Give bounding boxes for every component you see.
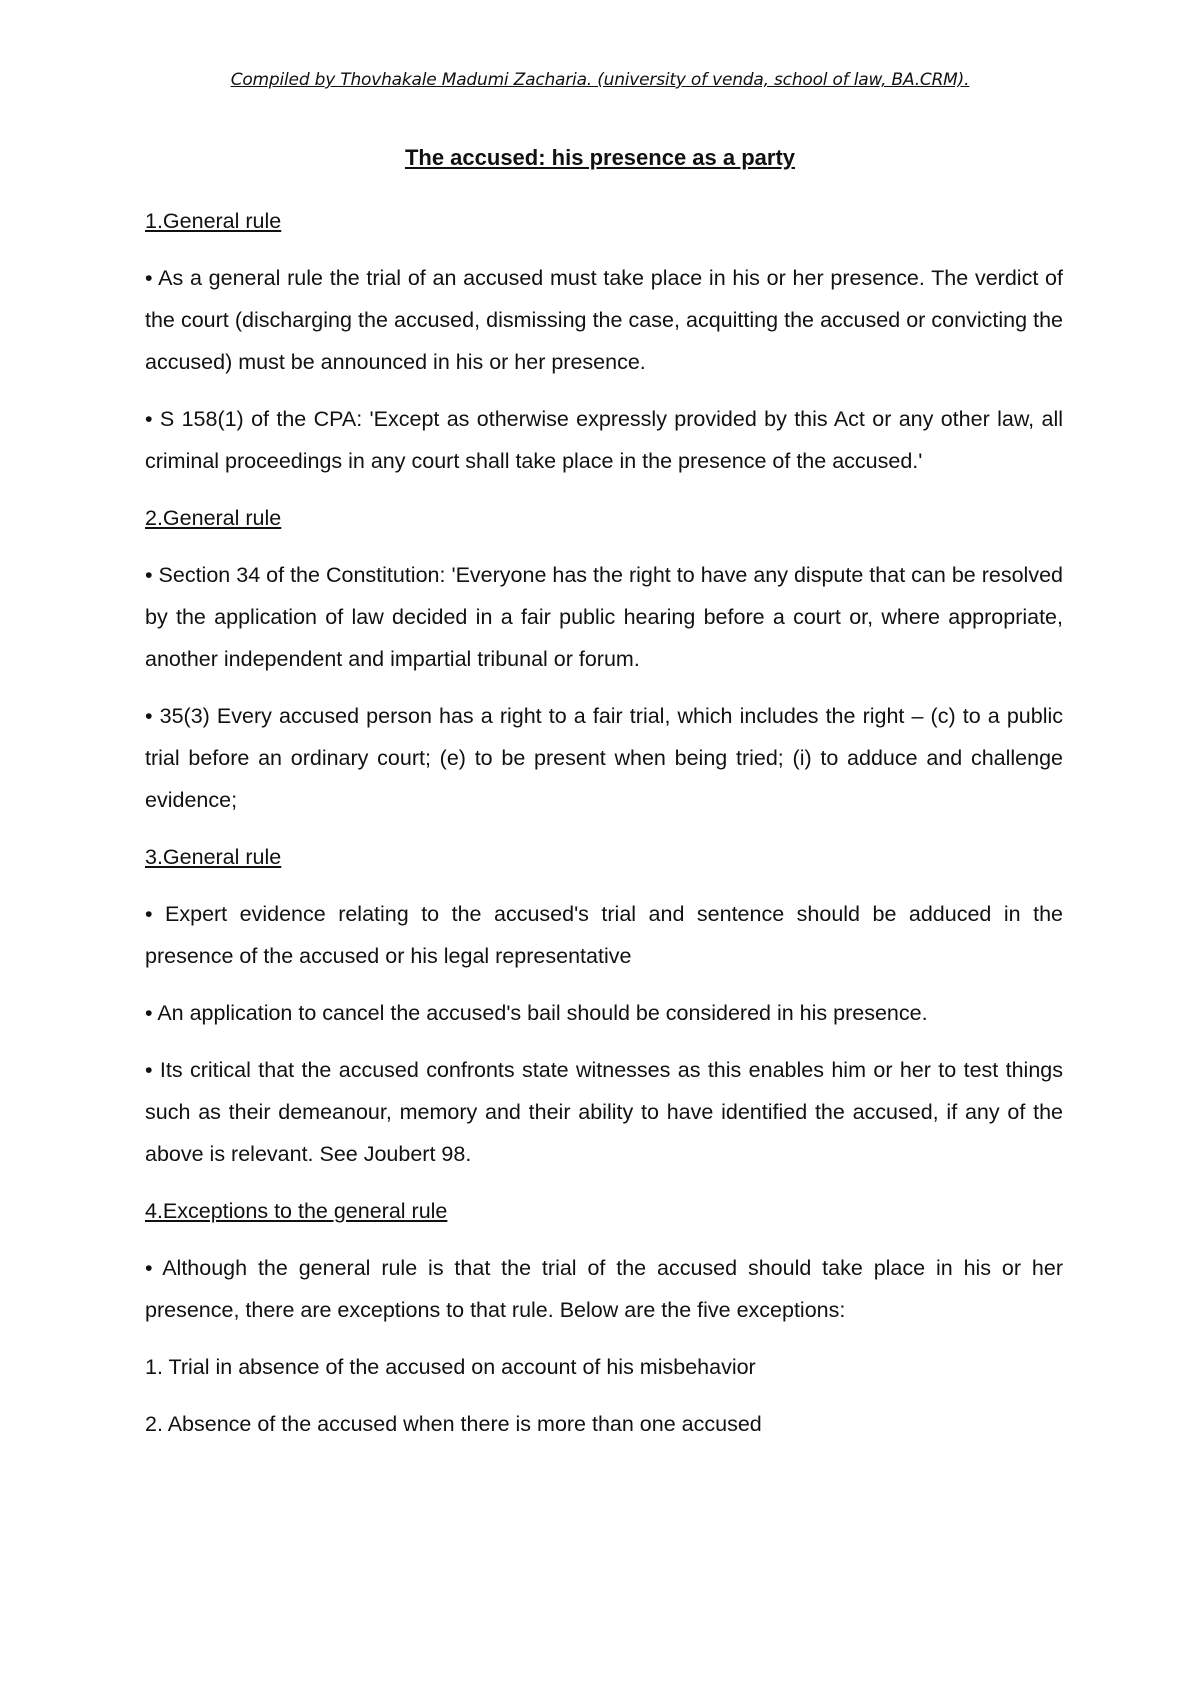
numbered-item: 1. Trial in absence of the accused on account of his misbehavior xyxy=(145,1355,756,1379)
numbered-item: 2. Absence of the accused when there is more than one accused xyxy=(145,1412,762,1436)
bullet-paragraph: • An application to cancel the accused's bail should be considered in his presence. xyxy=(145,1001,928,1025)
section-heading: 3.General rule xyxy=(145,845,282,869)
bullet-paragraph: • 35(3) Every accused person has a right to a fair trial, which includes the right – (c) to a public trial before an ordinary court; (e) to be present when being tried; (i) to adduce and challenge evidence; xyxy=(145,704,1063,812)
section-heading: 4.Exceptions to the general rule xyxy=(145,1199,448,1223)
bullet-paragraph: • Expert evidence relating to the accused's trial and sentence should be adduced in the presence of the accused or his legal representative xyxy=(145,902,1063,968)
section-general-rule-1 xyxy=(145,200,1063,482)
document-body xyxy=(145,200,1063,1460)
bullet-paragraph: • Although the general rule is that the trial of the accused should take place in his or her presence, there are exceptions to that rule. Below are the five exceptions: xyxy=(145,1256,1063,1322)
compiler-header: Compiled by Thovhakale Madumi Zacharia. (university of venda, school of law, BA.CRM). xyxy=(230,70,970,90)
bullet-paragraph: • S 158(1) of the CPA: 'Except as otherwise expressly provided by this Act or any other law, all criminal proceedings in any court shall take place in the presence of the accused.' xyxy=(145,407,1063,473)
section-exceptions xyxy=(145,1190,1063,1445)
bullet-paragraph: • As a general rule the trial of an accused must take place in his or her presence. The verdict of the court (discharging the accused, dismissing the case, acquitting the accused or convicting the accused) must be announced in his or her presence. xyxy=(145,266,1063,374)
section-general-rule-3 xyxy=(145,836,1063,1175)
section-heading: 2.General rule xyxy=(145,506,282,530)
section-general-rule-2 xyxy=(145,497,1063,821)
bullet-paragraph: • Its critical that the accused confronts state witnesses as this enables him or her to test things such as their demeanour, memory and their ability to have identified the accused, if any of the above is relevant. See Joubert 98. xyxy=(145,1058,1063,1166)
page-title: The accused: his presence as a party xyxy=(404,145,796,170)
bullet-paragraph: • Section 34 of the Constitution: 'Everyone has the right to have any dispute that can be resolved by the application of law decided in a fair public hearing before a court or, where appropriate, another independent and impartial tribunal or forum. xyxy=(145,563,1063,671)
section-heading: 1.General rule xyxy=(145,209,282,233)
